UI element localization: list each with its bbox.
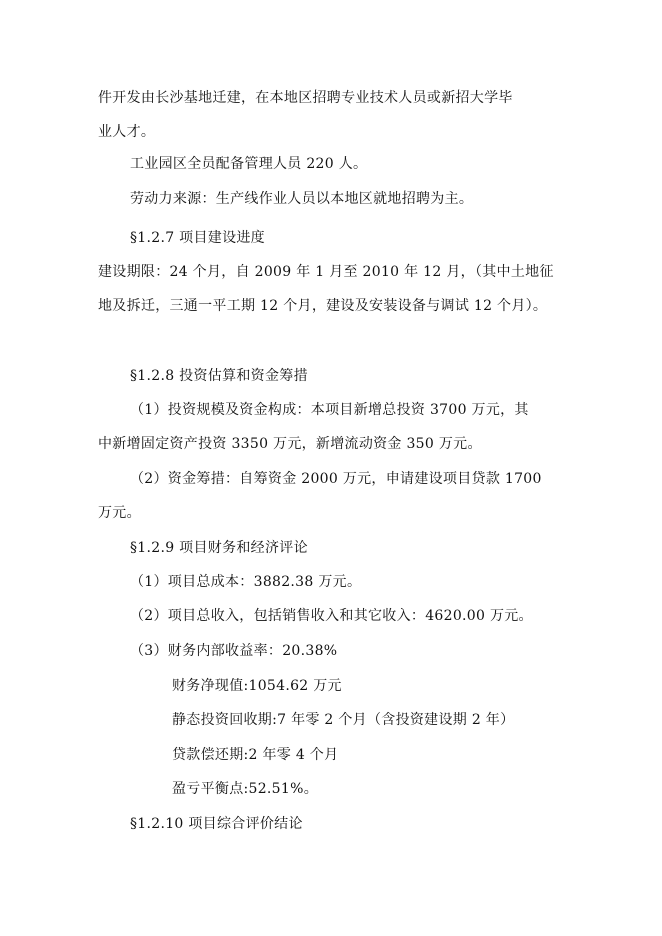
paragraph-text: 工业园区全员配备管理人员 220 人。 [130, 156, 368, 172]
list-item: （2）项目总收入，包括销售收入和其它收入：4620.00 万元。 [130, 608, 533, 624]
paragraph-text: 中新增固定资产投资 3350 万元，新增流动资金 350 万元。 [98, 436, 482, 452]
paragraph-text: 地及拆迁，三通一平工期 12 个月，建设及安装设备与调试 12 个月）。 [98, 298, 548, 314]
list-subitem: 贷款偿还期:2 年零 4 个月 [172, 747, 339, 763]
list-item: （1）项目总成本：3882.38 万元。 [130, 574, 362, 590]
paragraph-text: 件开发由长沙基地迁建，在本地区招聘专业技术人员或新招大学毕 [98, 90, 513, 106]
paragraph-text: 劳动力来源：生产线作业人员以本地区就地招聘为主。 [130, 191, 474, 207]
paragraph-text: （2）资金筹措：自筹资金 2000 万元，申请建设项目贷款 1700 [130, 471, 542, 487]
list-item: （3）财务内部收益率：20.38% [130, 643, 338, 659]
list-subitem: 盈亏平衡点:52.51%。 [172, 781, 318, 797]
section-heading: §1.2.8 投资估算和资金筹措 [130, 368, 308, 384]
paragraph-text: 建设期限：24 个月，自 2009 年 1 月至 2010 年 12 月，（其中土地征 [98, 264, 554, 280]
paragraph-text: 万元。 [98, 505, 141, 521]
list-subitem: 财务净现值:1054.62 万元 [172, 678, 342, 694]
list-subitem: 静态投资回收期:7 年零 2 个月（含投资建设期 2 年） [172, 712, 515, 728]
section-heading: §1.2.10 项目综合评价结论 [130, 816, 303, 832]
section-heading: §1.2.9 项目财务和经济评论 [130, 540, 308, 556]
section-heading: §1.2.7 项目建设进度 [130, 230, 265, 246]
paragraph-text: （1）投资规模及资金构成：本项目新增总投资 3700 万元，其 [130, 402, 529, 418]
paragraph-text: 业人才。 [98, 124, 156, 140]
